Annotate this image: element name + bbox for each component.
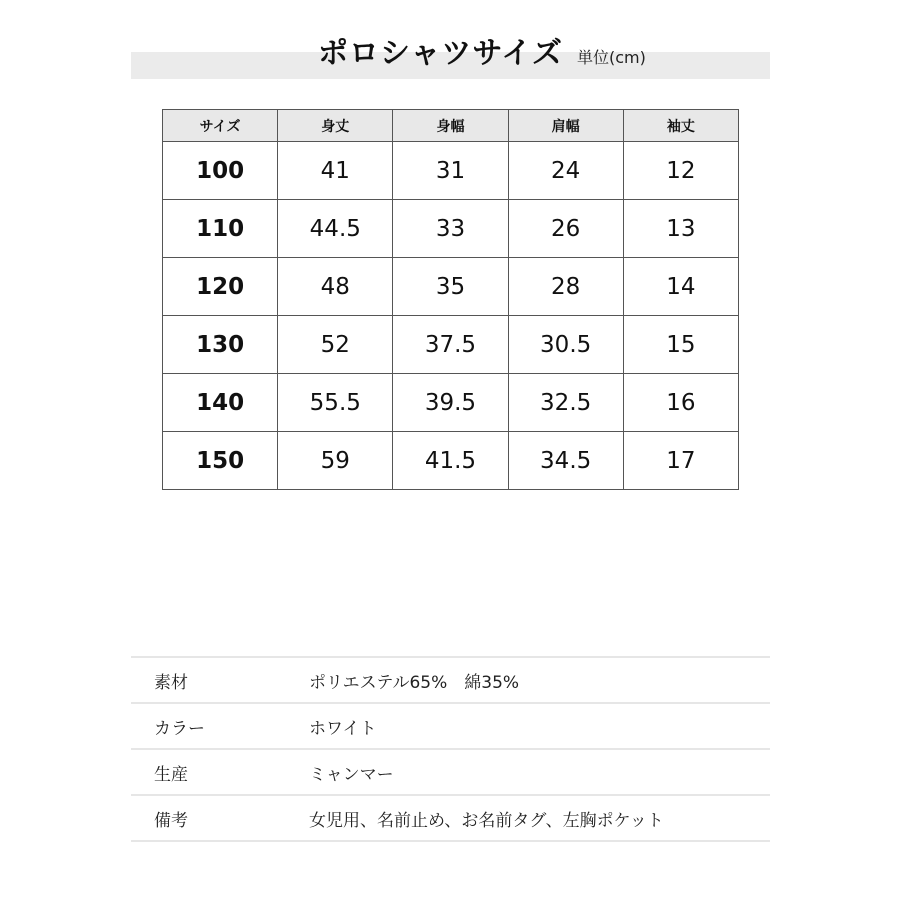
spec-label: 備考 xyxy=(154,810,188,831)
size-table xyxy=(162,109,739,490)
table-cell: 41.5 xyxy=(393,432,508,490)
spec-value: ホワイト xyxy=(309,718,377,739)
page-header xyxy=(318,28,646,72)
table-cell: 16 xyxy=(623,374,738,432)
table-row xyxy=(163,316,739,374)
spec-label: 素材 xyxy=(154,672,188,693)
table-cell: 24 xyxy=(508,142,623,200)
spec-label: 生産 xyxy=(154,764,188,785)
table-cell: 44.5 xyxy=(278,200,393,258)
table-cell: 12 xyxy=(623,142,738,200)
spec-row-material xyxy=(131,656,770,702)
unit-label: 単位(cm) xyxy=(577,48,646,67)
table-cell: 28 xyxy=(508,258,623,316)
table-cell: 31 xyxy=(393,142,508,200)
column-header-shoulder-width: 肩幅 xyxy=(508,110,623,142)
size-cell: 110 xyxy=(163,200,278,258)
table-cell: 14 xyxy=(623,258,738,316)
table-row xyxy=(163,142,739,200)
table-cell: 35 xyxy=(393,258,508,316)
table-cell: 30.5 xyxy=(508,316,623,374)
column-header-body-width: 身幅 xyxy=(393,110,508,142)
table-cell: 41 xyxy=(278,142,393,200)
table-cell: 52 xyxy=(278,316,393,374)
product-spec-list xyxy=(131,656,770,842)
table-cell: 55.5 xyxy=(278,374,393,432)
table-cell: 15 xyxy=(623,316,738,374)
spec-value: ポリエステル65% 綿35% xyxy=(309,672,520,693)
size-cell: 120 xyxy=(163,258,278,316)
table-cell: 37.5 xyxy=(393,316,508,374)
spec-row-notes xyxy=(131,794,770,842)
page-title: ポロシャツサイズ xyxy=(318,36,563,71)
column-header-sleeve-length: 袖丈 xyxy=(623,110,738,142)
table-cell: 48 xyxy=(278,258,393,316)
table-row xyxy=(163,200,739,258)
size-cell: 150 xyxy=(163,432,278,490)
table-header-row xyxy=(163,110,739,142)
table-cell: 32.5 xyxy=(508,374,623,432)
table-row xyxy=(163,374,739,432)
table-cell: 13 xyxy=(623,200,738,258)
table-cell: 39.5 xyxy=(393,374,508,432)
spec-label: カラー xyxy=(154,718,205,739)
table-row xyxy=(163,258,739,316)
table-cell: 33 xyxy=(393,200,508,258)
spec-value: 女児用、名前止め、お名前タグ、左胸ポケット xyxy=(309,810,664,831)
spec-row-origin xyxy=(131,748,770,794)
column-header-body-length: 身丈 xyxy=(278,110,393,142)
size-cell: 100 xyxy=(163,142,278,200)
table-cell: 26 xyxy=(508,200,623,258)
spec-value: ミャンマー xyxy=(309,764,394,785)
column-header-size: サイズ xyxy=(163,110,278,142)
table-cell: 34.5 xyxy=(508,432,623,490)
size-cell: 130 xyxy=(163,316,278,374)
table-row xyxy=(163,432,739,490)
spec-row-color xyxy=(131,702,770,748)
table-cell: 59 xyxy=(278,432,393,490)
size-cell: 140 xyxy=(163,374,278,432)
table-cell: 17 xyxy=(623,432,738,490)
